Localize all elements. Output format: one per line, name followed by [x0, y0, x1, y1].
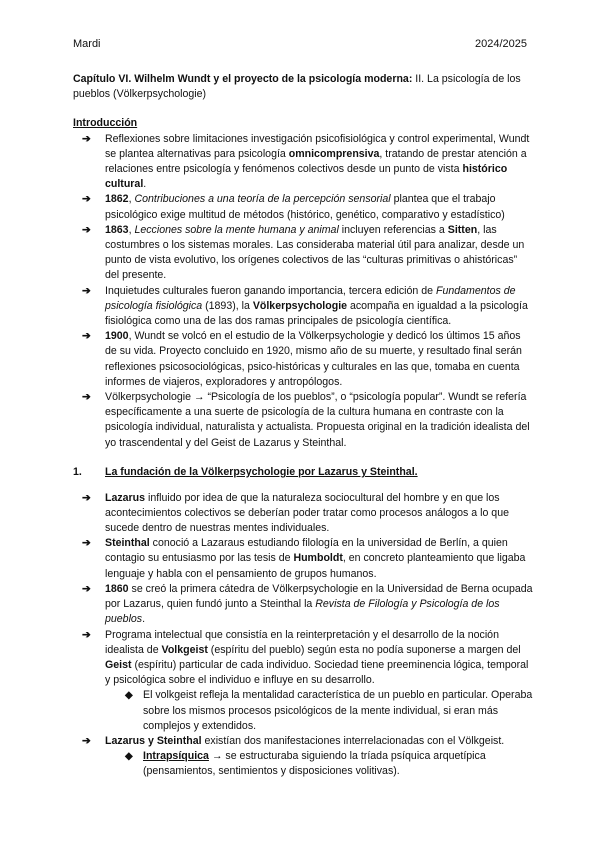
- right-arrow-icon: ➔: [82, 734, 91, 747]
- intro-item-3: ➔ 1863, Lecciones sobre la mente humana y animal incluyen referencias a Sitten, las costumbres o los sistemas morales. Las consideraba material útil para analizar, desde un punto de vista evolutivo, los orígenes colectivos de las “culturas primitivas o ahistóricas” del presente.: [82, 223, 525, 282]
- chapter-title-rest: II. La psicología de los pueblos (Völkerpsychologie): [73, 73, 521, 101]
- chapter-title: [73, 72, 533, 102]
- sub-item: ◆ Intrapsíquica → se estructuraba siguiendo la tríada psíquica arquetípica (pensamientos, sentimientos y disposiciones volitivas).: [125, 750, 486, 778]
- right-arrow-icon: ➔: [82, 628, 91, 641]
- right-arrow-icon: ➔: [82, 391, 91, 404]
- intro-item-6: ➔ Völkerpsychologie → “Psicología de los pueblos”, o “psicología popular”. Wundt se refería específicamente a una suerte de psicología de la cultura humana en contraste con la psicología individual, naturalista y actualista. Propuesta original en la tradición idealista del yo trascendental y del Geist de Lazarus y Steinthal.: [82, 391, 530, 449]
- document-body: [73, 72, 533, 780]
- section-1-item-5: ➔ Lazarus y Steinthal existían dos manifestaciones interrelacionadas con el Völkgeist. ◆ Intrapsíquica → se estructuraba siguiendo la tríada psíquica arquetípica (pensamientos, sentimientos y disposiciones volitivas).: [105, 734, 533, 780]
- diamond-bullet-icon: ◆: [125, 690, 133, 702]
- diamond-bullet-icon: ◆: [125, 751, 133, 763]
- intro-heading: Introducción: [73, 117, 138, 130]
- right-arrow-icon: ➔: [82, 132, 91, 145]
- header-author: Mardi: [73, 38, 101, 50]
- section-1-item-2: ➔ Steinthal conoció a Lazaraus estudiando filología en la universidad de Berlín, a quien contagio su entusiasmo por las tesis de Humboldt, en concreto planteamiento que ligaba lenguaje y habla con el pensamiento de grupos humanos.: [82, 537, 526, 580]
- section-1-item-4: ➔ Programa intelectual que consistía en la reinterpretación y el desarrollo de la noción idealista de Volkgeist (espíritu del pueblo) según esta no podía suponerse a margen del Geist (espíritu) particular de cada individuo. Sociedad tiene preeminencia lógica, temporal y psicológica sobre el individuo e influye en su desarrollo. ◆ El volkgeist refleja la mentalidad característica de un pueblo en particular. Operaba sobre los mismos procesos psicológicos de la mente individual, si eran más complejos y extendidos.: [105, 628, 533, 734]
- intro-item-1: ➔ Reflexiones sobre limitaciones investigación psicofisiológica y control experimental, Wundt se plantea alternativas para psicología omnicomprensiva, tratando de prestar atención a relaciones entre psicología y fenómenos colectivos desde un punto de vista histórico cultural.: [82, 132, 530, 191]
- section-1-list: [73, 491, 533, 780]
- right-arrow-icon: ➔: [82, 284, 91, 297]
- right-arrow-icon: ➔: [82, 193, 91, 206]
- right-arrow-icon: ➔: [82, 582, 91, 595]
- section-1-number: 1.: [73, 465, 82, 478]
- right-arrow-icon: ➔: [82, 330, 91, 343]
- section-1-item-4-sublist: [105, 688, 533, 734]
- section-1-item-1: ➔ Lazarus influido por idea de que la naturaleza sociocultural del hombre y en que los acontecimientos colectivos se deberían poder tratar como procesos análogos a lo que sucede dentro de nuestras mentes individuales.: [82, 491, 509, 535]
- chapter-title-bold: Capítulo VI. Wilhelm Wundt y el proyecto de la psicología moderna:: [73, 73, 413, 85]
- intro-item-4: ➔ Inquietudes culturales fueron ganando importancia, tercera edición de Fundamentos de psicología fisiológica (1893), la Völkerpsychologie acompaña en igualdad a la psicología fisiológica como una de las dos ramas principales de psicología científica.: [82, 284, 528, 328]
- header-year: 2024/2025: [475, 38, 527, 50]
- section-1-heading: [73, 465, 533, 480]
- right-arrow-icon: ➔: [82, 491, 91, 504]
- section-1-item-3: ➔ 1860 se creó la primera cátedra de Völkerpsychologie en la Universidad de Berna ocupada por Lazarus, quien fundó junto a Steinthal la Revista de Filología y Psicología de los pueblos.: [82, 582, 533, 626]
- right-arrow-icon: ➔: [82, 537, 91, 550]
- section-1-item-5-sublist: [105, 749, 533, 779]
- intro-item-2: ➔ 1862, Contribuciones a una teoría de la percepción sensorial plantea que el trabajo psicológico exige multitud de métodos (histórico, genético, comparativo y estadístico): [82, 193, 505, 221]
- section-1-title: La fundación de la Völkerpsychologie por Lazarus y Steinthal.: [105, 465, 418, 478]
- right-arrow-icon: ➔: [82, 223, 91, 236]
- sub-item: ◆ El volkgeist refleja la mentalidad característica de un pueblo en particular. Operaba sobre los mismos procesos psicológicos de la mente individual, si eran más complejos y extendidos.: [125, 689, 533, 732]
- intro-list: [73, 132, 533, 451]
- intro-item-5: ➔ 1900, Wundt se volcó en el estudio de la Völkerpsychologie y dedicó los últimos 15 años de su vida. Proyecto concluido en 1920, mismo año de su muerte, y resultado final serán reflexiones psicosociológicas, psico-históricas y culturales en las que, tomaba en cuenta informes de viajeros, exploradores y antropólogos.: [82, 330, 522, 388]
